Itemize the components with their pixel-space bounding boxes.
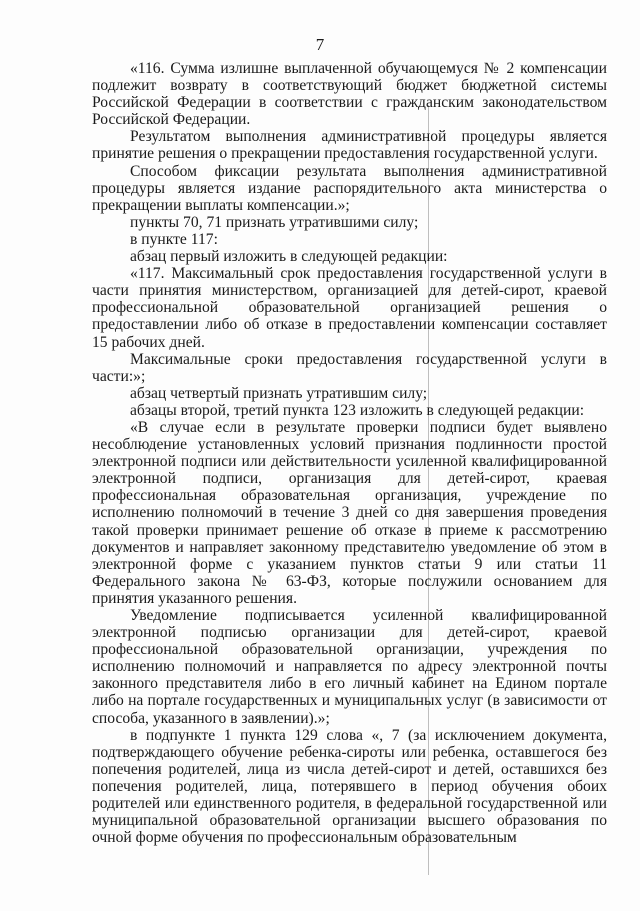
paragraph-point-129: в подпункте 1 пункта 129 слова «, 7 (за исключением документа, подтверждающего обучение ребенка-сироты или ребенка, оставшегося без попечения родителей, лица из числа детей-сирот и детей, оставшихся без попечения родителей, лица, потерявшего в период обучения обоих родителей или единственного родителя, в федеральной государственной или муниципальной образовательной организации высшего образования по очной форме обучения по профессиональным образовательным (92, 726, 607, 847)
paragraph-117: «117. Максимальный срок предоставления государственной услуги в части принятия министерством, организацией для детей-сирот, краевой профессиональной образовательной организацией решения о предоставлении либо об отказе в предоставлении компенсации составляет 15 рабочих дней. (92, 265, 607, 351)
paragraph-fourth-abzac: абзац четвертый признать утратившим силу; (130, 384, 428, 402)
paragraph-max-terms: Максимальные сроки предоставления государственной услуги в части:»; (92, 350, 607, 385)
paragraph-point-123: абзацы второй, третий пункта 123 изложить в следующей редакции: (130, 401, 585, 419)
paragraph-116: «116. Сумма излишне выплаченной обучающемуся № 2 компенсации подлежит возврату в соответствующий бюджет бюджетной системы Российской Федерации в соответствии с гражданским законодательством Российской Федерации. (92, 60, 607, 129)
paragraph-point-117: в пункте 117: (130, 230, 218, 248)
paragraph-points-70-71: пункты 70, 71 признать утратившими силу; (130, 213, 419, 231)
paragraph-result: Результатом выполнения административной процедуры является принятие решения о прекращении предоставления государственной услуги. (92, 128, 607, 163)
paragraph-first-abzac: абзац первый изложить в следующей редакции: (130, 248, 448, 266)
paragraph-signature-check: «В случае если в результате проверки подписи будет выявлено несоблюдение установленных условий признания подлинности простой электронной подписи или действительности усиленной квалифицированной электронной подписи, организация для детей-сирот, краевая профессиональная образовательная организация, учреждение по исполнению полномочий в течение 3 дней со дня завершения проведения такой проверки принимает решение об отказе в приеме к рассмотрению документов и направляет законному представителю уведомление об этом в электронной форме с указанием пунктов статьи 9 или статьи 11 Федерального закона № 63-ФЗ, которые послужили основанием для принятия указанного решения. (92, 418, 607, 607)
paragraph-fixation: Способом фиксации результата выполнения административной процедуры является издание распорядительного акта министерства о прекращении выплаты компенсации.»; (92, 162, 607, 214)
paragraph-notification: Уведомление подписывается усиленной квалифицированной электронной подписью организации для детей-сирот, краевой профессиональной образовательной организации, учреждения по исполнению полномочий и направляется по адресу электронной почты законного представителя либо в его личный кабинет на Едином портале либо на портале государственных и муниципальных услуг (в зависимости от способа, указанного в заявлении).»; (92, 607, 607, 727)
document-body (92, 60, 607, 846)
page-number: 7 (315, 35, 325, 54)
